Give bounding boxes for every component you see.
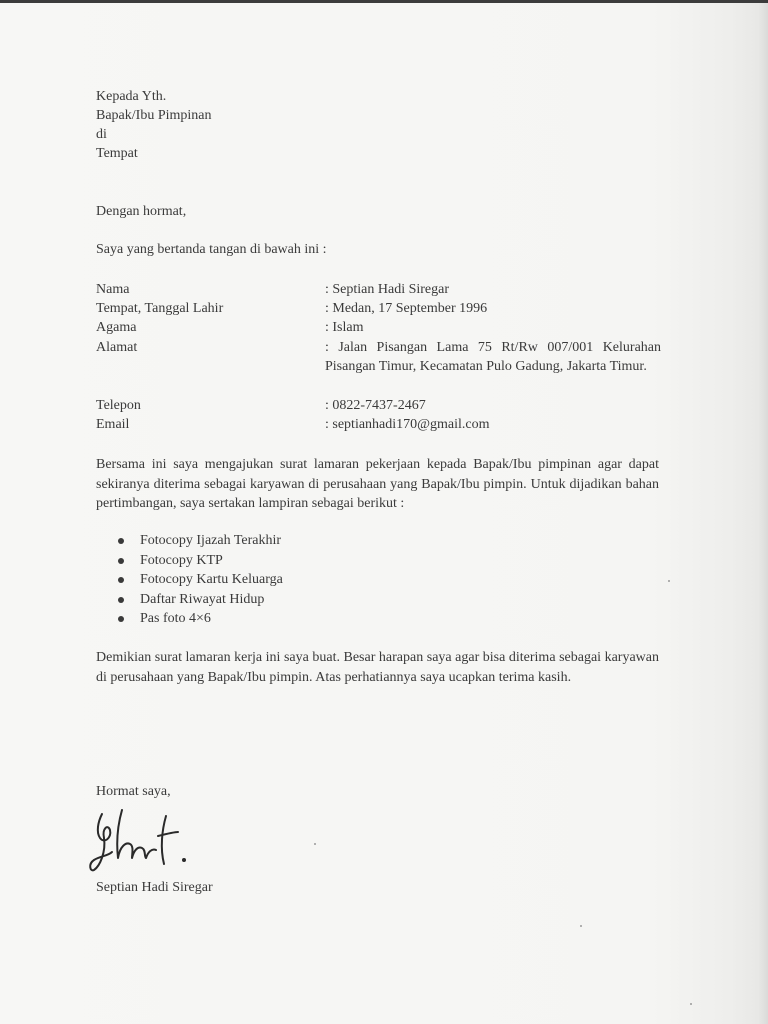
attachment-list bbox=[118, 531, 283, 629]
attachment-item bbox=[118, 590, 283, 610]
attachment-item-label: Fotocopy Ijazah Terakhir bbox=[140, 533, 282, 548]
field-label-name: Nama bbox=[96, 282, 130, 297]
attachment-item bbox=[118, 570, 283, 590]
attachment-item-label: Fotocopy Kartu Keluarga bbox=[140, 572, 283, 588]
intro-text: Saya yang bertanda tangan di bawah ini : bbox=[96, 242, 327, 257]
bullet-icon bbox=[118, 558, 124, 564]
recipient-line-1: Kepada Yth. bbox=[96, 89, 167, 104]
attachment-item bbox=[118, 609, 283, 629]
field-value-phone: : 0822-7437-2467 bbox=[325, 398, 426, 413]
handwritten-signature bbox=[88, 808, 198, 880]
sign-off: Hormat saya, bbox=[96, 784, 171, 799]
recipient-line-4: Tempat bbox=[96, 146, 138, 161]
attachment-item-label: Pas foto 4×6 bbox=[140, 611, 211, 627]
bullet-icon bbox=[118, 597, 124, 603]
bullet-icon bbox=[118, 577, 124, 583]
field-value-address: : Jalan Pisangan Lama 75 Rt/Rw 007/001 Kelurahan Pisangan Timur, Kecamatan Pulo Gadung, Jakarta Timur. bbox=[325, 340, 661, 374]
scan-speck bbox=[690, 1003, 692, 1005]
field-value-birth: : Medan, 17 September 1996 bbox=[325, 301, 488, 316]
signer-name: Septian Hadi Siregar bbox=[96, 880, 213, 895]
scan-top-edge bbox=[0, 0, 768, 3]
scan-speck bbox=[314, 843, 316, 845]
attachment-item bbox=[118, 551, 283, 571]
field-value-name: : Septian Hadi Siregar bbox=[325, 282, 450, 297]
attachment-item-label: Fotocopy KTP bbox=[140, 552, 223, 568]
closing-paragraph: Demikian surat lamaran kerja ini saya buat. Besar harapan saya agar bisa diterima sebagai karyawan di perusahaan yang Bapak/Ibu pimpin. Atas perhatiannya saya ucapkan terima kasih. bbox=[96, 650, 659, 685]
bullet-icon bbox=[118, 538, 124, 544]
attachment-item-label: Daftar Riwayat Hidup bbox=[140, 591, 265, 607]
recipient-line-2: Bapak/Ibu Pimpinan bbox=[96, 108, 212, 123]
recipient-line-3: di bbox=[96, 127, 107, 142]
scan-speck bbox=[668, 580, 670, 582]
field-label-email: Email bbox=[96, 417, 130, 432]
field-label-birth: Tempat, Tanggal Lahir bbox=[96, 301, 224, 316]
scan-speck bbox=[580, 925, 582, 927]
field-label-phone: Telepon bbox=[96, 398, 141, 413]
scan-right-shadow bbox=[758, 0, 768, 1024]
field-value-religion: : Islam bbox=[325, 320, 364, 335]
body-paragraph: Bersama ini saya mengajukan surat lamaran pekerjaan kepada Bapak/Ibu pimpinan agar dapat sekiranya diterima sebagai karyawan di perusahaan yang Bapak/Ibu pimpin. Untuk dijadikan bahan pertimbangan, saya sertakan lampiran sebagai berikut : bbox=[96, 457, 659, 511]
field-label-religion: Agama bbox=[96, 320, 137, 335]
bullet-icon bbox=[118, 616, 124, 622]
field-value-email: : septianhadi170@gmail.com bbox=[325, 417, 490, 432]
greeting: Dengan hormat, bbox=[96, 204, 187, 219]
attachment-item bbox=[118, 531, 283, 551]
field-label-address: Alamat bbox=[96, 340, 138, 355]
